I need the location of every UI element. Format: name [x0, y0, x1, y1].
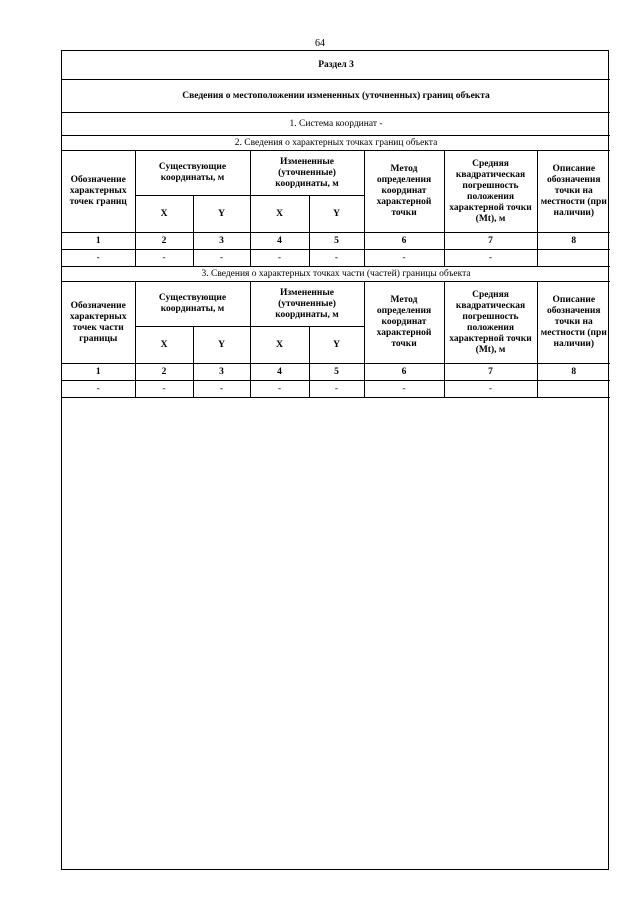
- table2-cell: -: [364, 381, 444, 398]
- table1-col-changed: Измененные (уточненные) координаты, м: [250, 151, 364, 196]
- table2-col-existing: Существующие координаты, м: [135, 282, 250, 327]
- table2-col-description: Описание обозначения точки на местности (при наличии): [537, 282, 610, 364]
- table1-existing-y: Y: [193, 196, 250, 233]
- table1-existing-x: X: [135, 196, 193, 233]
- table1-row: [62, 250, 610, 267]
- table1-num-5: 5: [309, 233, 364, 250]
- table1-num-1: 1: [62, 233, 135, 250]
- table2-num-3: 3: [193, 364, 250, 381]
- table2-num-4: 4: [250, 364, 309, 381]
- page-number: 64: [315, 38, 325, 49]
- table1-num-8: 8: [537, 233, 610, 250]
- table1-cell: -: [364, 250, 444, 267]
- table1-num-7: 7: [444, 233, 537, 250]
- table1-col-description: Описание обозначения точки на местности (при наличии): [537, 151, 610, 233]
- table2-existing-x: X: [135, 327, 193, 364]
- table2-col-error: Средняя квадратическая погрешность положения характерной точки (Mt), м: [444, 282, 537, 364]
- table1-num-6: 6: [364, 233, 444, 250]
- table2-cell: -: [135, 381, 193, 398]
- table2-changed-x: X: [250, 327, 309, 364]
- table2-cell: -: [62, 381, 135, 398]
- table1-cell: -: [444, 250, 537, 267]
- table1-col-designation: Обозначение характерных точек границ: [62, 151, 135, 233]
- table2-cell: -: [250, 381, 309, 398]
- table1-cell: -: [309, 250, 364, 267]
- table2-col-changed: Измененные (уточненные) координаты, м: [250, 282, 364, 327]
- table2-row: [62, 381, 610, 398]
- table1-num-3: 3: [193, 233, 250, 250]
- table1-changed-x: X: [250, 196, 309, 233]
- table1-changed-y: Y: [309, 196, 364, 233]
- table1-col-existing: Существующие координаты, м: [135, 151, 250, 196]
- table1-col-method: Метод определения координат характерной точки: [364, 151, 444, 233]
- table2-num-8: 8: [537, 364, 610, 381]
- table2-cell: -: [309, 381, 364, 398]
- table2-num-5: 5: [309, 364, 364, 381]
- table1-col-error: Средняя квадратическая погрешность положения характерной точки (Mt), м: [444, 151, 537, 233]
- coordinate-system: 1. Система координат -: [62, 113, 610, 136]
- table2-num-6: 6: [364, 364, 444, 381]
- table2-cell: [537, 381, 610, 398]
- table1-title: 2. Сведения о характерных точках границ объекта: [62, 136, 610, 151]
- document-frame: [61, 50, 609, 870]
- table1-cell: -: [62, 250, 135, 267]
- section-subtitle: Сведения о местоположении измененных (уточненных) границ объекта: [62, 80, 610, 113]
- table2-title: 3. Сведения о характерных точках части (частей) границы объекта: [62, 267, 610, 282]
- table1-cell: -: [135, 250, 193, 267]
- table2-cell: -: [444, 381, 537, 398]
- table2-num-1: 1: [62, 364, 135, 381]
- section-title: Раздел 3: [62, 51, 610, 80]
- table2-existing-y: Y: [193, 327, 250, 364]
- table2-num-2: 2: [135, 364, 193, 381]
- table2-num-7: 7: [444, 364, 537, 381]
- section-table: [62, 51, 610, 398]
- table1-num-2: 2: [135, 233, 193, 250]
- table1-cell: -: [250, 250, 309, 267]
- table1-cell: [537, 250, 610, 267]
- table2-col-designation: Обозначение характерных точек части границы: [62, 282, 135, 364]
- table2-cell: -: [193, 381, 250, 398]
- table1-num-4: 4: [250, 233, 309, 250]
- table1-cell: -: [193, 250, 250, 267]
- table2-changed-y: Y: [309, 327, 364, 364]
- table2-col-method: Метод определения координат характерной точки: [364, 282, 444, 364]
